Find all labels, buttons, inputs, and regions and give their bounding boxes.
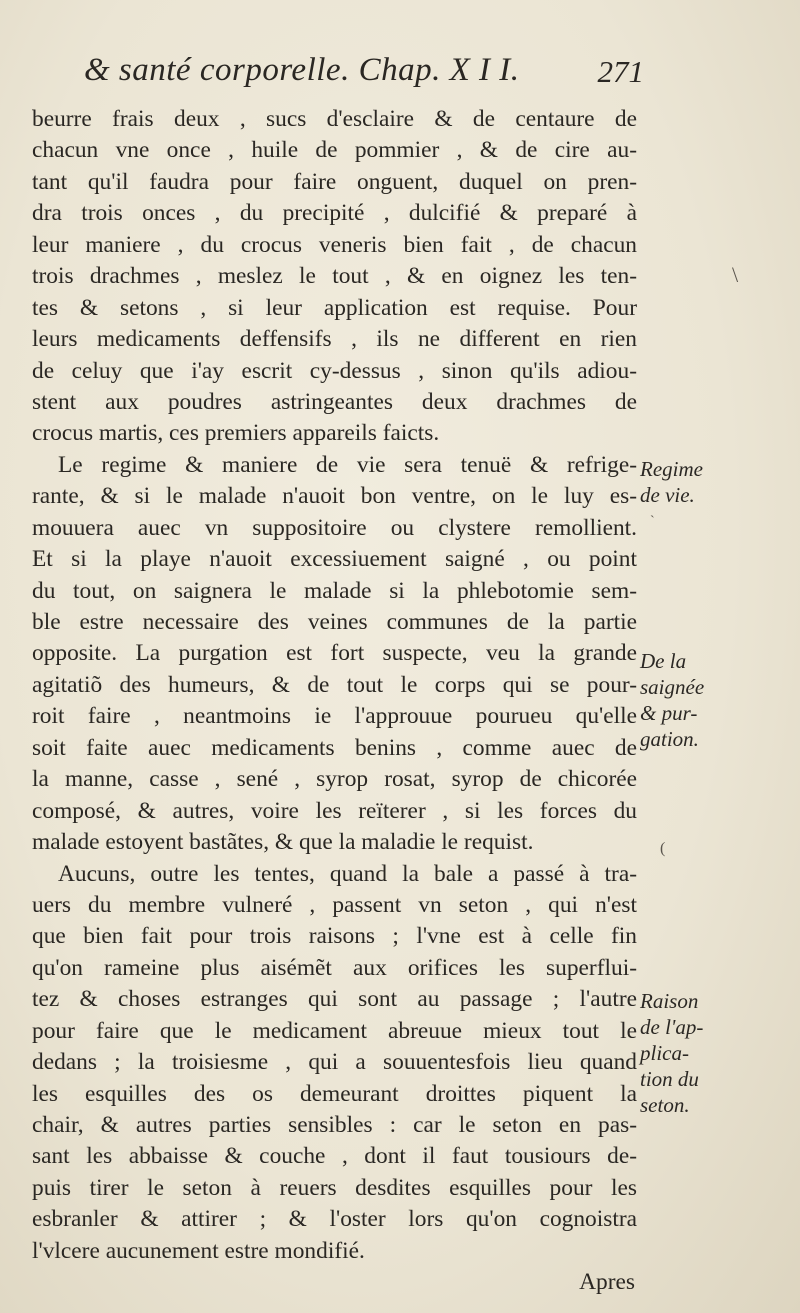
text-line: de celuy que i'ay escrit cy-dessus , sinon qu'ils adiou-: [32, 357, 637, 384]
text-line: sant les abbaisse & couche , dont il faut tousiours de-: [32, 1143, 637, 1170]
text-line: roit faire , neantmoins ie l'approuue pourueu qu'elle: [32, 703, 637, 730]
text-line: Le regime & maniere de vie sera tenuë & refrige-: [58, 451, 637, 478]
text-line: opposite. La purgation est fort suspecte, veu la grande: [32, 640, 637, 667]
text-line: que bien fait pour trois raisons ; l'vne est à celle fin: [32, 923, 637, 950]
marginal-note-line: seton.: [640, 1093, 690, 1117]
text-line: leurs medicaments deffensifs , ils ne different en rien: [32, 326, 637, 353]
marginal-note: [640, 988, 790, 1118]
marginal-note-line: de vie.: [640, 483, 695, 507]
text-line: puis tirer le seton à reuers desdites esquilles pour les: [32, 1174, 637, 1201]
text-line: qu'on rameine plus aisémẽt aux orifices les superflui-: [32, 954, 637, 981]
text-line: agitatiõ des humeurs, & de tout le corps qui se pour-: [32, 671, 637, 698]
text-line: leur maniere , du crocus veneris bien fait , de chacun: [32, 231, 637, 258]
text-line: chacun vne once , huile de pommier , & de cire au-: [32, 137, 637, 164]
text-line: uers du membre vulneré , passent vn seton , qui n'est: [32, 891, 637, 918]
text-line: malade estoyent bastãtes, & que la maladie le requist.: [32, 829, 534, 856]
marginal-note-line: De la: [640, 649, 687, 673]
text-line: beurre frais deux , sucs d'esclaire & de centaure de: [32, 106, 637, 132]
text-line: tant qu'il faudra pour faire onguent, duquel on pren-: [32, 168, 637, 195]
text-line: crocus martis, ces premiers appareils faicts.: [32, 420, 440, 447]
text-line: trois drachmes , meslez le tout , & en oignez les ten-: [32, 263, 637, 290]
page-number: 271: [597, 54, 644, 89]
running-title: & santé corporelle. Chap. X I I.: [84, 52, 520, 88]
body-text: [32, 104, 637, 1299]
text-line: du tout, on saignera le malade si la phlebotomie sem-: [32, 577, 637, 604]
text-line: Et si la playe n'auoit excessiuement saigné , ou point: [32, 546, 637, 573]
text-line: rante, & si le malade n'auoit bon ventre, on le luy es-: [32, 483, 637, 510]
marginal-note-line: de l'ap-: [640, 1015, 704, 1039]
marginal-note-line: tion du: [640, 1067, 699, 1091]
marginal-note: [640, 648, 790, 752]
stray-mark: `: [650, 514, 655, 529]
text-line: Apres: [579, 1269, 635, 1296]
text-line: dra trois onces , du precipité , dulcifié & preparé à: [32, 200, 637, 227]
marginal-note-line: Regime: [640, 457, 703, 481]
marginal-note: [640, 456, 790, 508]
text-line: ble estre necessaire des veines communes de la partie: [32, 609, 637, 635]
text-line: soit faite auec medicaments benins , comme auec de: [32, 734, 637, 761]
text-line: l'vlcere aucunement estre mondifié.: [32, 1237, 365, 1264]
text-line: Aucuns, outre les tentes, quand la bale a passé à tra-: [58, 860, 637, 887]
text-line: tez & choses estranges qui sont au passage ; l'autre: [32, 986, 637, 1013]
marginal-note-line: saignée: [640, 675, 705, 699]
text-line: tes & setons , si leur application est requise. Pour: [32, 294, 637, 321]
text-line: dedans ; la troisiesme , qui a souuentesfois lieu quand: [32, 1049, 637, 1076]
stray-mark: \: [732, 262, 739, 287]
text-line: stent aux poudres astringeantes deux drachmes de: [32, 388, 637, 415]
text-line: pour faire que le medicament abreuue mieux tout le: [32, 1017, 637, 1044]
marginal-note-line: plica-: [640, 1041, 689, 1065]
marginal-note-line: gation.: [640, 727, 699, 751]
marginal-note-line: & pur-: [640, 701, 698, 725]
text-line: la manne, casse , sené , syrop rosat, syrop de chicorée: [32, 766, 637, 793]
text-line: chair, & autres parties sensibles : car le seton en pas-: [32, 1112, 637, 1138]
text-line: les esquilles des os demeurant droittes piquent la: [32, 1080, 637, 1107]
page-header: [84, 52, 644, 98]
marginal-note-line: Raison: [640, 989, 699, 1013]
text-line: composé, & autres, voire les reïterer , si les forces du: [32, 797, 637, 824]
text-line: mouuera auec vn suppositoire ou clystere remollient.: [32, 514, 637, 541]
stray-mark: (: [660, 840, 666, 857]
text-line: esbranler & attirer ; & l'oster lors qu'on cognoistra: [32, 1206, 637, 1233]
